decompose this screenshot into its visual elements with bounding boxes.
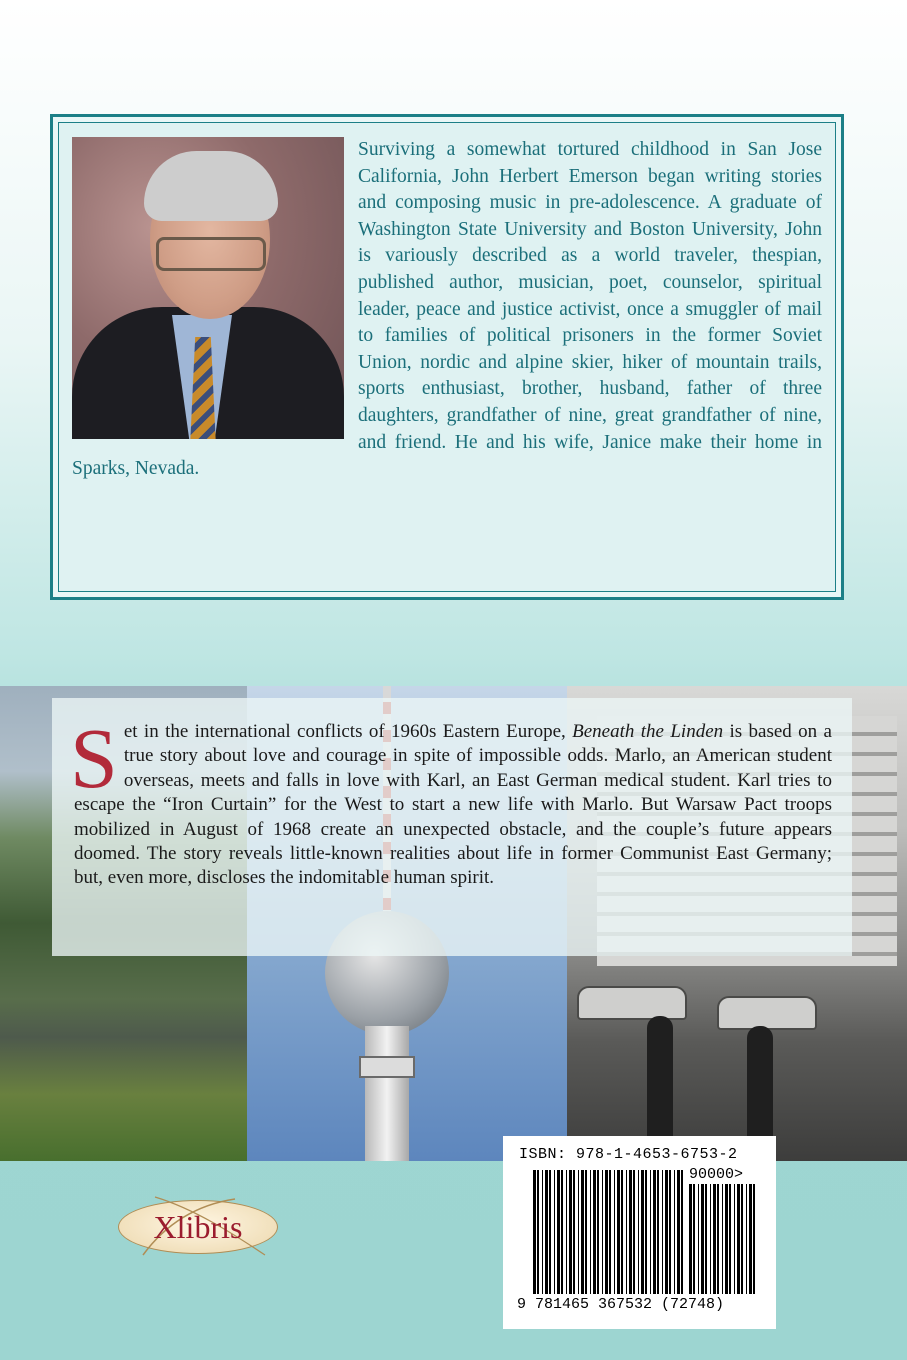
barcode-bar — [713, 1184, 716, 1294]
book-title: Beneath the Linden — [572, 721, 724, 742]
blurb-dropcap: S — [70, 710, 118, 806]
barcode-bar — [593, 1170, 596, 1294]
barcode-bar — [710, 1184, 711, 1294]
barcode-bar — [537, 1170, 539, 1294]
street-car — [577, 986, 687, 1020]
barcode-bar — [581, 1170, 584, 1294]
barcode-main-bars — [533, 1170, 683, 1294]
barcode-bar — [725, 1184, 728, 1294]
street-pedestrian — [647, 1016, 673, 1146]
barcode-bar — [645, 1170, 647, 1294]
book-blurb — [70, 710, 832, 891]
barcode-bar — [585, 1170, 587, 1294]
barcode-bar — [633, 1170, 635, 1294]
barcode-bar — [557, 1170, 560, 1294]
barcode-bar — [689, 1184, 692, 1294]
barcode-bar — [614, 1170, 615, 1294]
barcode-bar — [746, 1184, 747, 1294]
barcode-bar — [545, 1170, 548, 1294]
barcode-bar — [621, 1170, 623, 1294]
author-bio-box — [50, 114, 844, 600]
barcode-digits: 9 781465 367532 (72748) — [517, 1296, 725, 1313]
barcode-bar — [681, 1170, 683, 1294]
barcode-bar — [573, 1170, 575, 1294]
barcode-bar — [669, 1170, 671, 1294]
barcode-bar — [705, 1184, 707, 1294]
barcode-bar — [698, 1184, 699, 1294]
barcode-bar — [737, 1184, 740, 1294]
publisher-logo — [118, 1200, 278, 1254]
tower-ring — [359, 1056, 415, 1078]
barcode-bar — [650, 1170, 651, 1294]
barcode-bar — [566, 1170, 567, 1294]
author-bio-inner — [72, 137, 822, 483]
barcode-addon-bars — [689, 1184, 755, 1294]
barcode-bar — [734, 1184, 735, 1294]
barcode-bar — [741, 1184, 743, 1294]
author-photo — [72, 137, 344, 439]
barcode-bar — [602, 1170, 603, 1294]
barcode-bar — [561, 1170, 563, 1294]
barcode-addon-digits: 90000> — [689, 1166, 744, 1183]
barcode-bar — [641, 1170, 644, 1294]
barcode-bar — [629, 1170, 632, 1294]
barcode-bar — [569, 1170, 572, 1294]
barcode-bar — [665, 1170, 668, 1294]
blurb-rest: is based on a true story about love and courage in spite of impossible odds. Marlo, an American student overseas, meets and falls in love with Karl, an East German medical student. Karl tries to escape the “Iron Curtain” for the West to start a new life with Marlo. But Warsaw Pact troops mobilized in August of 1968 create an unexpected obstacle, and the couple’s future appears doomed. The story reveals little-known realities about life in former Communist East Germany; but, even more, discloses the indomitable human spirit. — [74, 721, 832, 889]
barcode-bar — [749, 1184, 752, 1294]
barcode-bar — [657, 1170, 659, 1294]
barcode-bar — [674, 1170, 675, 1294]
author-photo-glasses — [156, 237, 266, 271]
barcode-bar — [701, 1184, 704, 1294]
barcode-bar — [617, 1170, 620, 1294]
isbn-barcode — [503, 1136, 776, 1329]
barcode-bar — [605, 1170, 608, 1294]
barcode-bar — [554, 1170, 555, 1294]
barcode-bar — [626, 1170, 627, 1294]
barcode-bar — [677, 1170, 680, 1294]
barcode-bar — [590, 1170, 591, 1294]
barcode-bar — [653, 1170, 656, 1294]
barcode-bar — [729, 1184, 731, 1294]
author-photo-hair — [144, 151, 278, 221]
barcode-bar — [533, 1170, 536, 1294]
blurb-lead: et in the international conflicts of 1960s Eastern Europe, — [123, 721, 573, 742]
barcode-bar — [722, 1184, 723, 1294]
barcode-bar — [578, 1170, 579, 1294]
author-bio-text: Surviving a somewhat tortured childhood in San Jose California, John Herbert Emerson began writing stories and composing music in pre-adolescence. A graduate of Washington State University and Boston University, John is variously described as a world traveler, thespian, published author, musician, poet, counselor, spiritual leader, peace and justice activist, once a smuggler of mail to families of political prisoners in the former Soviet Union, nordic and alpine skier, hiker of mountain trails, sports enthusiast, brother, husband, father of three daughters, grandfather of nine, great grandfather of nine, and friend. He and his wife, Janice make their home in Sparks, Nevada. — [72, 139, 822, 480]
barcode-bar — [549, 1170, 551, 1294]
blurb-overlay — [52, 698, 852, 956]
publisher-logo-text: Xlibris — [153, 1209, 243, 1245]
photo-collage — [0, 686, 907, 1161]
tower-shaft — [365, 1026, 409, 1161]
barcode-bar — [693, 1184, 695, 1294]
barcode-bar — [609, 1170, 611, 1294]
barcode-bar — [753, 1184, 755, 1294]
barcode-bar — [638, 1170, 639, 1294]
street-car — [717, 996, 817, 1030]
barcode-bar — [662, 1170, 663, 1294]
barcode-bar — [717, 1184, 719, 1294]
barcode-bar — [542, 1170, 543, 1294]
barcode-bar — [597, 1170, 599, 1294]
isbn-label: ISBN: 978-1-4653-6753-2 — [519, 1146, 738, 1163]
